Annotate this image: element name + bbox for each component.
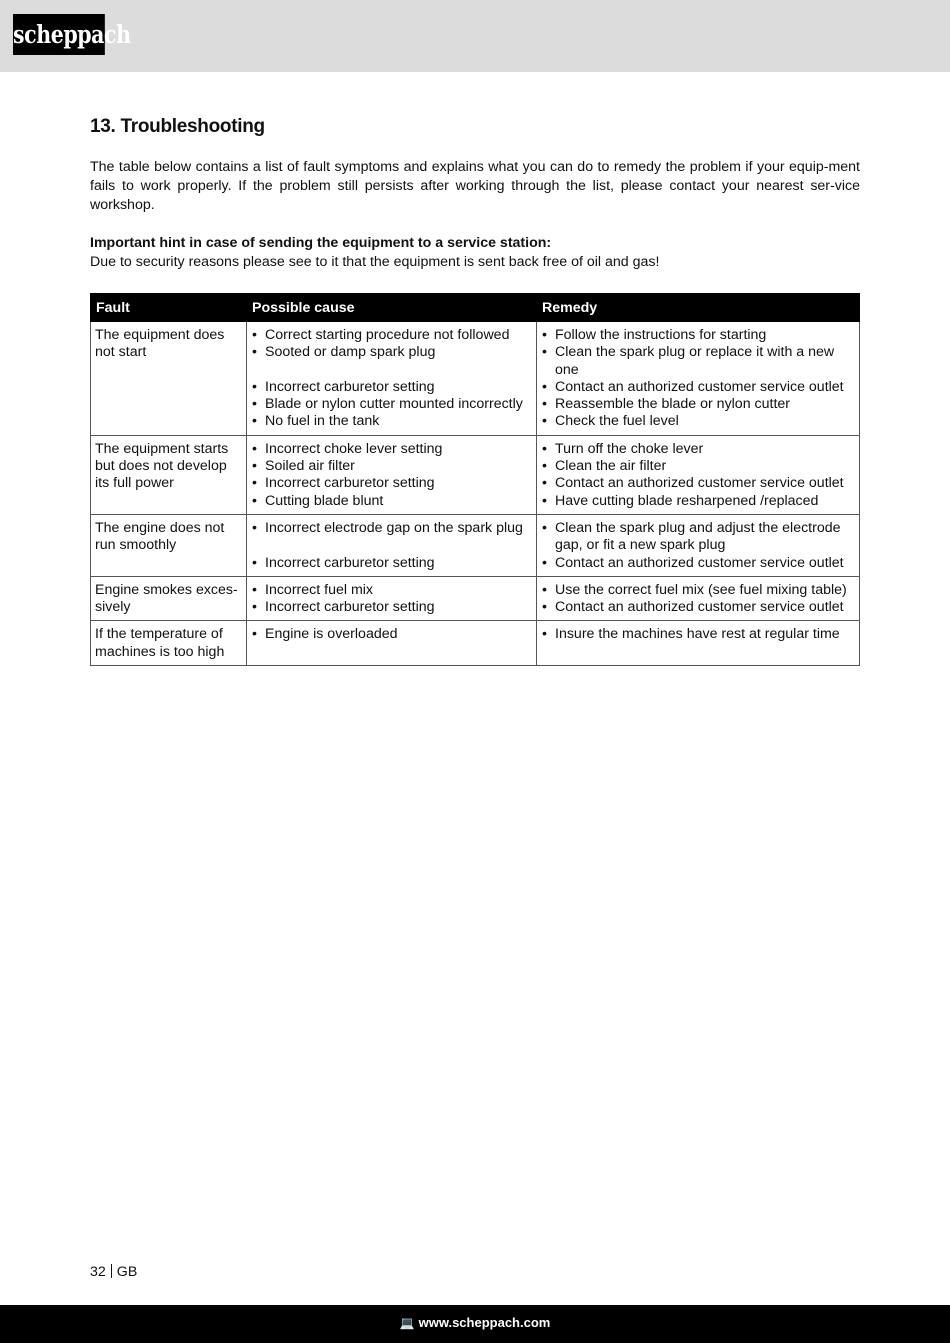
remedy-item: • Clean the spark plug or replace it with a new one xyxy=(541,344,855,379)
footer-band xyxy=(0,1305,950,1343)
cause-item: • Incorrect carburetor setting xyxy=(251,475,532,492)
remedy-item: • Turn off the choke lever xyxy=(541,441,855,458)
intro-paragraph: The table below contains a list of fault symptoms and explains what you can do to remedy the problem if your equip-ment fails to work properly. If the problem still persists after working through the list, please contact your nearest ser-vice workshop. xyxy=(90,159,860,213)
remedy-item: • Have cutting blade resharpened /replaced xyxy=(541,493,855,510)
cause-item: • Soiled air filter xyxy=(251,458,532,475)
cause-item: • Incorrect choke lever setting xyxy=(251,441,532,458)
table-row xyxy=(91,621,860,666)
cause-item: • Incorrect electrode gap on the spark plug xyxy=(251,520,532,537)
remedy-item: • Check the fuel level xyxy=(541,413,855,430)
remedy-item: • Contact an authorized customer service outlet xyxy=(541,555,855,572)
cause-cell xyxy=(247,322,537,436)
remedy-cell xyxy=(537,435,860,514)
cause-item: • Engine is overloaded xyxy=(251,626,532,643)
hint-title: Important hint in case of sending the equipment to a service station: xyxy=(90,235,552,251)
cause-item: • Sooted or damp spark plug xyxy=(251,344,532,361)
cause-item: • No fuel in the tank xyxy=(251,413,532,430)
page-number xyxy=(90,1264,137,1280)
remedy-item: • Reassemble the blade or nylon cutter xyxy=(541,396,855,413)
header-band xyxy=(0,0,950,72)
fault-cell: Engine smokes exces-sively xyxy=(91,576,247,621)
cause-cell xyxy=(247,514,537,576)
fault-cell: The engine does not run smoothly xyxy=(91,514,247,576)
computer-icon: 💻 xyxy=(399,1316,415,1330)
cause-item: • Incorrect carburetor setting xyxy=(251,379,532,396)
language-code: GB xyxy=(116,1264,138,1280)
remedy-item: • Follow the instructions for starting xyxy=(541,327,855,344)
remedy-item: • Contact an authorized customer service outlet xyxy=(541,599,855,616)
troubleshooting-table xyxy=(90,293,860,666)
remedy-cell xyxy=(537,621,860,666)
website-link[interactable]: www.scheppach.com xyxy=(418,1315,551,1330)
scheppach-logo: scheppach xyxy=(13,14,105,55)
table-row xyxy=(91,322,860,436)
fault-cell: The equipment does not start xyxy=(91,322,247,436)
header-fault: Fault xyxy=(91,294,247,322)
header-possible-cause: Possible cause xyxy=(247,294,537,322)
table-header-row xyxy=(91,294,860,322)
remedy-cell xyxy=(537,576,860,621)
remedy-item: • Contact an authorized customer service outlet xyxy=(541,475,855,492)
remedy-cell xyxy=(537,514,860,576)
header-remedy: Remedy xyxy=(537,294,860,322)
cause-cell xyxy=(247,621,537,666)
table-row xyxy=(91,435,860,514)
remedy-item: • Clean the spark plug and adjust the electrode gap, or fit a new spark plug xyxy=(541,520,855,555)
cause-item: • Incorrect fuel mix xyxy=(251,582,532,599)
hint-text: Due to security reasons please see to it that the equipment is sent back free of oil and gas! xyxy=(90,254,660,270)
fault-cell: The equipment starts but does not develop its full power xyxy=(91,435,247,514)
cause-cell xyxy=(247,435,537,514)
page-number-divider xyxy=(111,1264,112,1278)
cause-cell xyxy=(247,576,537,621)
remedy-item: • Insure the machines have rest at regular time xyxy=(541,626,855,643)
cause-item: • Correct starting procedure not followed xyxy=(251,327,532,344)
remedy-item: • Contact an authorized customer service outlet xyxy=(541,379,855,396)
cause-item: • Cutting blade blunt xyxy=(251,493,532,510)
cause-item: • Incorrect carburetor setting xyxy=(251,555,532,572)
fault-cell: If the temperature of machines is too high xyxy=(91,621,247,666)
remedy-cell xyxy=(537,322,860,436)
page-number-value: 32 xyxy=(90,1264,106,1280)
cause-item: • Incorrect carburetor setting xyxy=(251,599,532,616)
remedy-item: • Use the correct fuel mix (see fuel mixing table) xyxy=(541,582,855,599)
table-row xyxy=(91,576,860,621)
remedy-item: • Clean the air filter xyxy=(541,458,855,475)
section-title: 13. Troubleshooting xyxy=(90,116,265,137)
table-row xyxy=(91,514,860,576)
cause-item: • Blade or nylon cutter mounted incorrectly xyxy=(251,396,532,413)
